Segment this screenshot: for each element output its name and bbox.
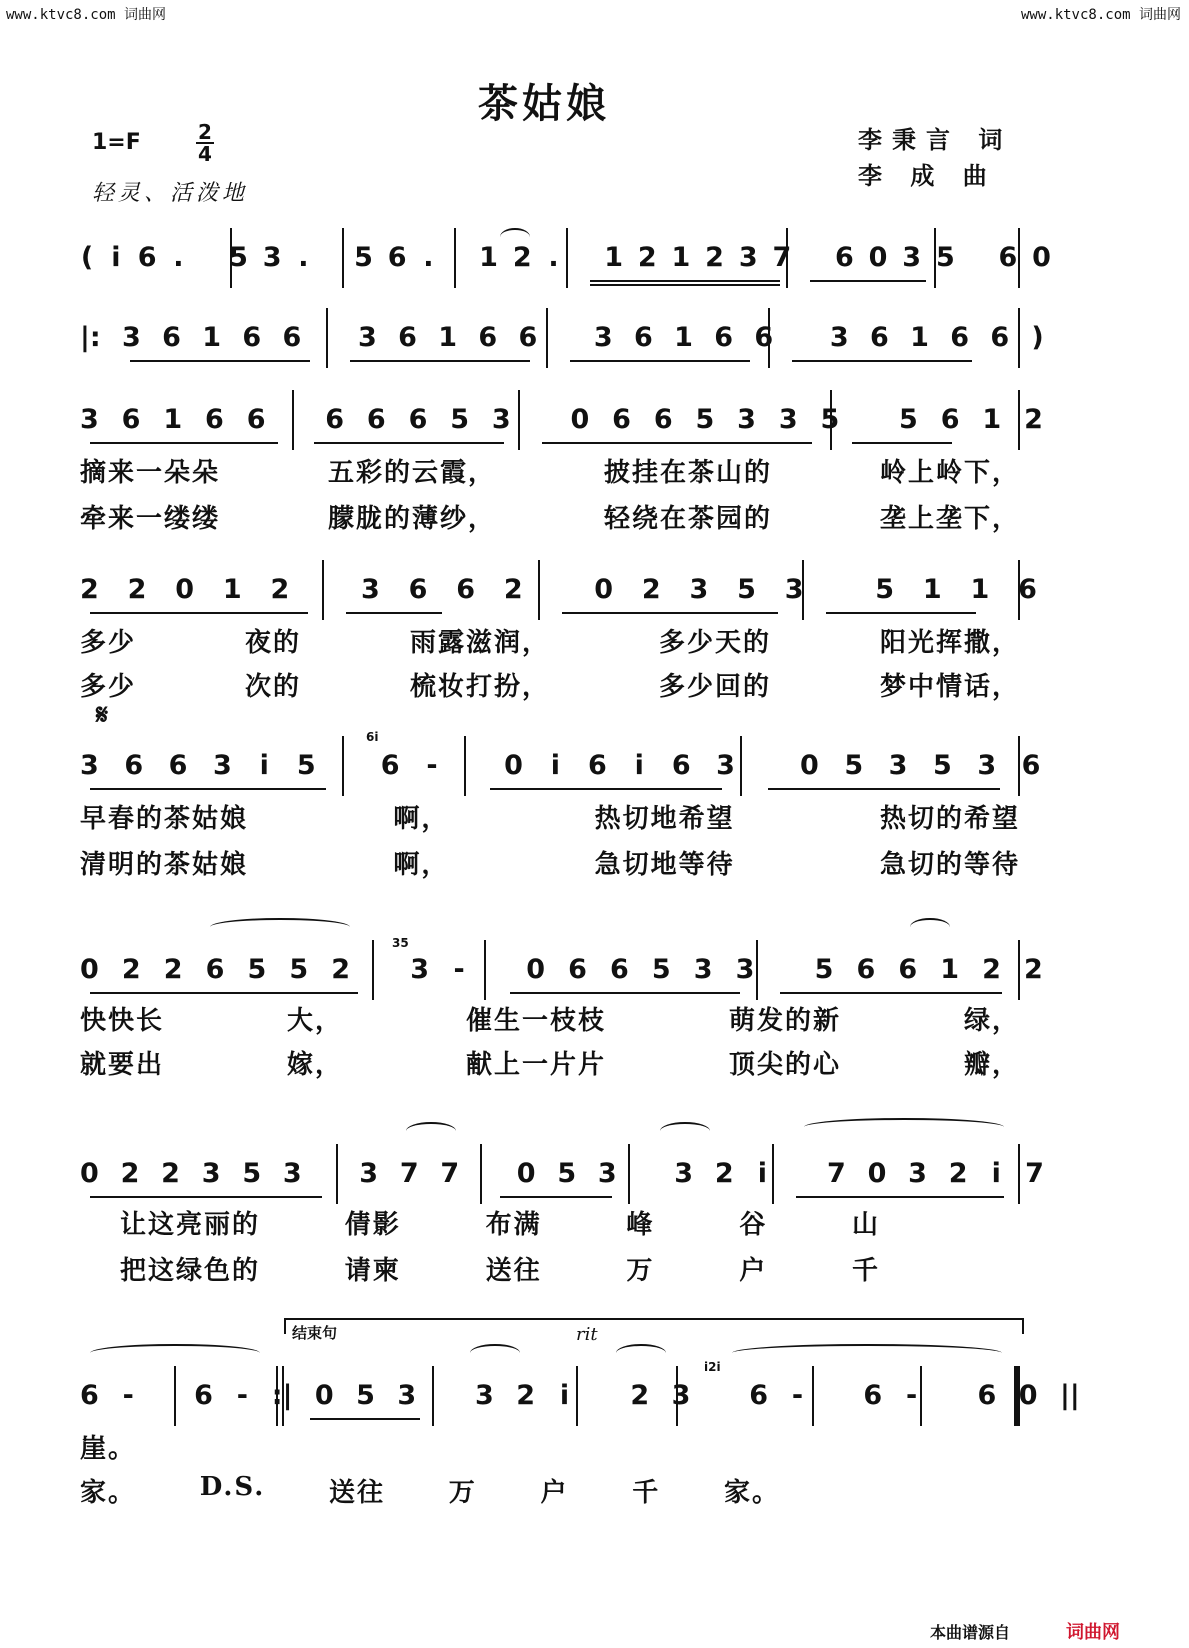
- note: 0: [1018, 1380, 1038, 1411]
- notes-row-2: [80, 322, 1080, 353]
- note: 3: [716, 750, 735, 781]
- note: 2: [637, 242, 657, 273]
- staff-row-8: [80, 1360, 1080, 1436]
- note: 5: [557, 1158, 577, 1189]
- note: 3: [410, 954, 429, 985]
- note: 6: [408, 404, 428, 435]
- note: 6: [380, 750, 400, 781]
- note: 0: [314, 1380, 334, 1411]
- note: 6: [246, 404, 266, 435]
- note: 2: [512, 242, 532, 273]
- note: 1: [222, 574, 242, 605]
- note: 3: [737, 404, 756, 435]
- note: 0: [868, 242, 888, 273]
- segno-symbol: 𝄋: [96, 698, 109, 731]
- lyric-word: 让这亮丽的: [120, 1210, 261, 1240]
- lyric-row-7-verse-1: [120, 1204, 880, 1241]
- staff-row-4: [80, 560, 1080, 630]
- note: 0: [867, 1158, 887, 1189]
- note: 2: [714, 1158, 734, 1189]
- note: 0: [800, 750, 819, 781]
- note: 1: [202, 322, 222, 353]
- note: 6: [998, 242, 1018, 273]
- lyric-word: 夜的: [244, 628, 301, 658]
- site-url-right[interactable]: www.ktvc8.com 词曲网: [1020, 7, 1181, 23]
- note: 5: [820, 404, 840, 435]
- notes-row-5: [80, 750, 1080, 781]
- note: 6: [568, 954, 587, 985]
- note: 1: [674, 322, 693, 353]
- note: 3: [597, 1158, 617, 1189]
- notes-row-6: [80, 954, 1080, 985]
- note: 6: [856, 954, 876, 985]
- note: 7: [440, 1158, 460, 1189]
- note: 3: [122, 322, 141, 353]
- note: 3: [784, 574, 804, 605]
- note: 1: [910, 322, 929, 353]
- note: 1: [922, 574, 942, 605]
- note: 6: [121, 404, 141, 435]
- note: 2: [163, 954, 183, 985]
- note: 5: [695, 404, 715, 435]
- note: 3: [689, 574, 709, 605]
- lyric-word: 梦中情话，: [879, 672, 1020, 702]
- lyric-word: 早春的茶姑娘: [80, 804, 249, 834]
- note: 5: [737, 574, 756, 605]
- lyric-word: 梳妆打扮，: [409, 672, 550, 702]
- note: i: [259, 750, 269, 781]
- note: 0: [80, 1158, 99, 1189]
- grace-note-1: 6i: [366, 730, 379, 744]
- note: 6: [869, 322, 889, 353]
- note: 3: [829, 322, 849, 353]
- lyric-word: 轻绕在茶园的: [603, 504, 772, 534]
- note: 3: [491, 404, 511, 435]
- note: 6: [168, 750, 188, 781]
- lyric-word: 催生一枝枝: [465, 1006, 606, 1036]
- lyric-word: 岭上岭下，: [879, 458, 1020, 488]
- note: 5: [899, 404, 918, 435]
- note: .: [173, 242, 184, 273]
- lyric-word: 啊，: [393, 804, 450, 834]
- time-signature: [196, 122, 214, 164]
- note: 1: [970, 574, 990, 605]
- lyric-word: 送往: [485, 1256, 542, 1286]
- note: 2: [705, 242, 724, 273]
- note: 3: [282, 1158, 302, 1189]
- lyric-word: 萌发的新: [728, 1006, 841, 1036]
- note: 6: [80, 1380, 99, 1411]
- note: 6: [898, 954, 918, 985]
- note: 6: [205, 954, 225, 985]
- note: 2: [630, 1380, 650, 1411]
- note: .: [298, 242, 309, 273]
- note: 2: [641, 574, 661, 605]
- notes-row-8: [80, 1380, 1080, 1411]
- note: 3: [977, 750, 997, 781]
- lyric-word: 多少: [80, 628, 137, 658]
- note: 3: [80, 750, 99, 781]
- lyric-word: 嫁，: [286, 1050, 343, 1080]
- lyric-word: 谷: [739, 1210, 768, 1240]
- ending-bracket: [284, 1318, 1024, 1334]
- note: 6: [634, 322, 653, 353]
- lyric-word: 峰: [626, 1210, 655, 1240]
- note: 5: [935, 242, 955, 273]
- note: 5: [844, 750, 864, 781]
- note: 2: [503, 574, 523, 605]
- lyric-row-3-verse-2: [80, 498, 1020, 535]
- lyric-word: 热切的希望: [879, 804, 1020, 834]
- lyric-word: 顶尖的心: [728, 1050, 841, 1080]
- note: 2: [161, 1158, 180, 1189]
- time-denominator: 4: [198, 142, 212, 166]
- note: 5: [450, 404, 470, 435]
- site-url-left[interactable]: www.ktvc8.com 词曲网: [6, 7, 167, 23]
- grace-note-2: 35: [392, 936, 409, 950]
- note: 6: [137, 242, 157, 273]
- lyric-word: 万: [448, 1478, 477, 1508]
- note: 6: [749, 1380, 769, 1411]
- note: 5: [296, 750, 316, 781]
- song-title: 茶姑娘: [478, 80, 610, 127]
- note: 0: [175, 574, 195, 605]
- note: 6: [162, 322, 181, 353]
- note: 3: [778, 404, 798, 435]
- note: 6: [671, 750, 691, 781]
- lyric-word: 把这绿色的: [120, 1256, 261, 1286]
- note: 5: [247, 954, 267, 985]
- notes-row-7: [80, 1158, 1080, 1189]
- note: 6: [124, 750, 144, 781]
- note: 2: [331, 954, 351, 985]
- note: 5: [356, 1380, 375, 1411]
- note: 0: [504, 750, 523, 781]
- brand-logo[interactable]: 词曲网: [1066, 1622, 1120, 1643]
- note: 1: [163, 404, 183, 435]
- lyric-word: 倩影: [344, 1210, 401, 1240]
- note: 3: [593, 322, 613, 353]
- note: 5: [875, 574, 895, 605]
- staff-row-2: [80, 308, 1080, 378]
- grace-note-3: i2i: [704, 1360, 721, 1374]
- note: 2: [121, 954, 141, 985]
- notes-row-4: [80, 574, 1080, 605]
- lyric-word: 垄上垄下，: [879, 504, 1020, 534]
- note: 6: [587, 750, 607, 781]
- note: 0: [570, 404, 590, 435]
- notes-row-1: [80, 242, 1080, 273]
- lyric-word: 家。: [723, 1478, 780, 1508]
- note: 5: [242, 1158, 262, 1189]
- lyric-row-6-verse-2: [80, 1044, 1020, 1081]
- barline-glyph: |:: [80, 322, 101, 353]
- note: .: [548, 242, 559, 273]
- note: 3: [735, 954, 755, 985]
- lyric-word: 热切地希望: [594, 804, 735, 834]
- note: 3: [262, 242, 282, 273]
- ritardando-marking: rit: [576, 1324, 598, 1345]
- note: 1: [982, 404, 1002, 435]
- ending-label: 结束句: [292, 1324, 338, 1342]
- note: 2: [1024, 404, 1043, 435]
- note: 6: [977, 1380, 997, 1411]
- lyric-row-8-verse-2: [80, 1472, 780, 1509]
- lyric-word: 雨露滋润，: [409, 628, 550, 658]
- lyric-word: 户: [739, 1256, 768, 1286]
- note: 3: [888, 750, 908, 781]
- note: i: [550, 750, 561, 781]
- note: 6: [754, 322, 774, 353]
- lyric-word: 大，: [286, 1006, 343, 1036]
- note: 6: [478, 322, 498, 353]
- source-label: 本曲谱源自: [930, 1623, 1011, 1642]
- note: 3: [80, 404, 99, 435]
- note: 2: [1023, 954, 1043, 985]
- lyric-word: 送往: [329, 1478, 386, 1508]
- lyric-word: 千: [851, 1256, 880, 1286]
- lyric-row-5-verse-2: [80, 844, 1020, 881]
- note: 5: [229, 242, 248, 273]
- lyric-word: 快快长: [80, 1006, 165, 1036]
- note: i: [757, 1158, 768, 1189]
- note: ): [1031, 322, 1044, 353]
- note: 7: [1025, 1158, 1044, 1189]
- staff-row-5: [80, 730, 1080, 806]
- note: 1: [940, 954, 959, 985]
- note: -: [906, 1380, 918, 1411]
- note: 3: [360, 574, 380, 605]
- lyric-word: 献上一片片: [465, 1050, 606, 1080]
- note: 6: [194, 1380, 213, 1411]
- note: 5: [289, 954, 309, 985]
- note: 6: [242, 322, 262, 353]
- barline-glyph: ||: [1059, 1380, 1080, 1411]
- note: 3: [674, 1158, 694, 1189]
- note: 2: [270, 574, 290, 605]
- notes-row-3: [80, 404, 1080, 435]
- note: -: [453, 954, 465, 985]
- note: 5: [932, 750, 952, 781]
- note: i: [111, 242, 121, 273]
- lyric-word: 急切的等待: [879, 850, 1020, 880]
- note: i: [991, 1158, 1001, 1189]
- note: 2: [80, 574, 99, 605]
- lyric-word: 多少回的: [658, 672, 771, 702]
- note: 3: [397, 1380, 417, 1411]
- lyric-word: 山: [851, 1210, 880, 1240]
- note: 6: [325, 404, 345, 435]
- lyric-word: D.S.: [199, 1472, 266, 1502]
- note: i: [559, 1380, 570, 1411]
- note: 6: [398, 322, 417, 353]
- note: 2: [982, 954, 1001, 985]
- note: 6: [408, 574, 428, 605]
- lyric-word: 绿，: [963, 1006, 1020, 1036]
- note: -: [236, 1380, 248, 1411]
- lyric-word: 披挂在茶山的: [603, 458, 772, 488]
- note: 1: [438, 322, 457, 353]
- time-numerator: 2: [198, 120, 212, 144]
- note: 6: [834, 242, 854, 273]
- note: 0: [1032, 242, 1051, 273]
- lyric-word: 急切地等待: [594, 850, 735, 880]
- lyric-row-4-verse-2: [80, 666, 1020, 703]
- note: i: [634, 750, 644, 781]
- lyric-word: 清明的茶姑娘: [80, 850, 249, 880]
- note: 0: [80, 954, 99, 985]
- note: 3: [908, 1158, 927, 1189]
- note: -: [791, 1380, 804, 1411]
- lyric-word: 多少: [80, 672, 137, 702]
- note: 3: [475, 1380, 494, 1411]
- note: 7: [772, 242, 792, 273]
- note: 2: [948, 1158, 968, 1189]
- note: 6: [612, 404, 631, 435]
- note: 6: [1018, 574, 1037, 605]
- lyric-row-7-verse-2: [120, 1250, 880, 1287]
- note: 6: [940, 404, 960, 435]
- note: 3: [212, 750, 232, 781]
- lyric-word: 户: [540, 1478, 569, 1508]
- note: .: [423, 242, 434, 273]
- lyric-word: 万: [626, 1256, 655, 1286]
- lyric-word: 家。: [80, 1478, 137, 1508]
- note: 6: [366, 404, 386, 435]
- note: 3: [357, 322, 377, 353]
- note: 5: [651, 954, 671, 985]
- composer-credit: 李 成 曲: [858, 162, 997, 190]
- lyric-word: 请柬: [344, 1256, 401, 1286]
- note: 6: [714, 322, 734, 353]
- note: 6: [518, 322, 538, 353]
- note: 0: [594, 574, 614, 605]
- note: 7: [399, 1158, 419, 1189]
- note: 6: [456, 574, 475, 605]
- key-signature: 1=F: [92, 130, 141, 155]
- note: -: [122, 1380, 134, 1411]
- note: 6: [653, 404, 673, 435]
- lyric-word: 多少天的: [658, 628, 771, 658]
- note: 5: [354, 242, 373, 273]
- lyric-word: 五彩的云霞，: [327, 458, 496, 488]
- note: 6: [863, 1380, 883, 1411]
- note: 6: [609, 954, 629, 985]
- lyric-row-6-verse-1: [80, 1000, 1020, 1037]
- lyric-word: 崖。: [80, 1434, 137, 1464]
- note: -: [426, 750, 438, 781]
- lyric-word: 千: [632, 1478, 661, 1508]
- note: 6: [282, 322, 302, 353]
- lyric-row-5-verse-1: [80, 798, 1020, 835]
- staff-row-3: [80, 390, 1080, 460]
- note: 3: [671, 1380, 691, 1411]
- note: 6: [990, 322, 1010, 353]
- lyric-word: 阳光挥撒，: [879, 628, 1020, 658]
- note: 6: [205, 404, 224, 435]
- staff-row-1: [80, 228, 1080, 298]
- lyric-word: 朦胧的薄纱，: [327, 504, 496, 534]
- lyric-row-8-verse-1: [80, 1428, 280, 1465]
- note: 1: [604, 242, 623, 273]
- lyric-word: 就要出: [80, 1050, 165, 1080]
- lyricist-credit: 李秉言 词: [858, 126, 1013, 154]
- note: (: [80, 242, 94, 273]
- note: 3: [359, 1158, 379, 1189]
- note: 2: [127, 574, 147, 605]
- lyric-word: 布满: [485, 1210, 542, 1240]
- note: 1: [671, 242, 691, 273]
- note: 5: [814, 954, 834, 985]
- note: 2: [516, 1380, 536, 1411]
- lyric-word: 摘来一朵朵: [80, 458, 221, 488]
- note: 3: [201, 1158, 221, 1189]
- lyric-word: 次的: [244, 672, 301, 702]
- lyric-row-4-verse-1: [80, 622, 1020, 659]
- note: 2: [120, 1158, 140, 1189]
- barline-glyph: :|: [271, 1380, 293, 1411]
- note: 0: [516, 1158, 536, 1189]
- note: 6: [387, 242, 407, 273]
- note: 3: [693, 954, 713, 985]
- note: 0: [526, 954, 546, 985]
- lyric-word: 牵来一缕缕: [80, 504, 221, 534]
- note: 3: [902, 242, 922, 273]
- lyric-word: 啊，: [393, 850, 450, 880]
- note: 3: [738, 242, 758, 273]
- note: 1: [479, 242, 498, 273]
- note: 6: [1021, 750, 1041, 781]
- lyric-word: 瓣，: [963, 1050, 1020, 1080]
- lyric-row-3-verse-1: [80, 452, 1020, 489]
- note: 6: [950, 322, 970, 353]
- tempo-marking: 轻灵、活泼地: [92, 181, 249, 206]
- note: 7: [827, 1158, 846, 1189]
